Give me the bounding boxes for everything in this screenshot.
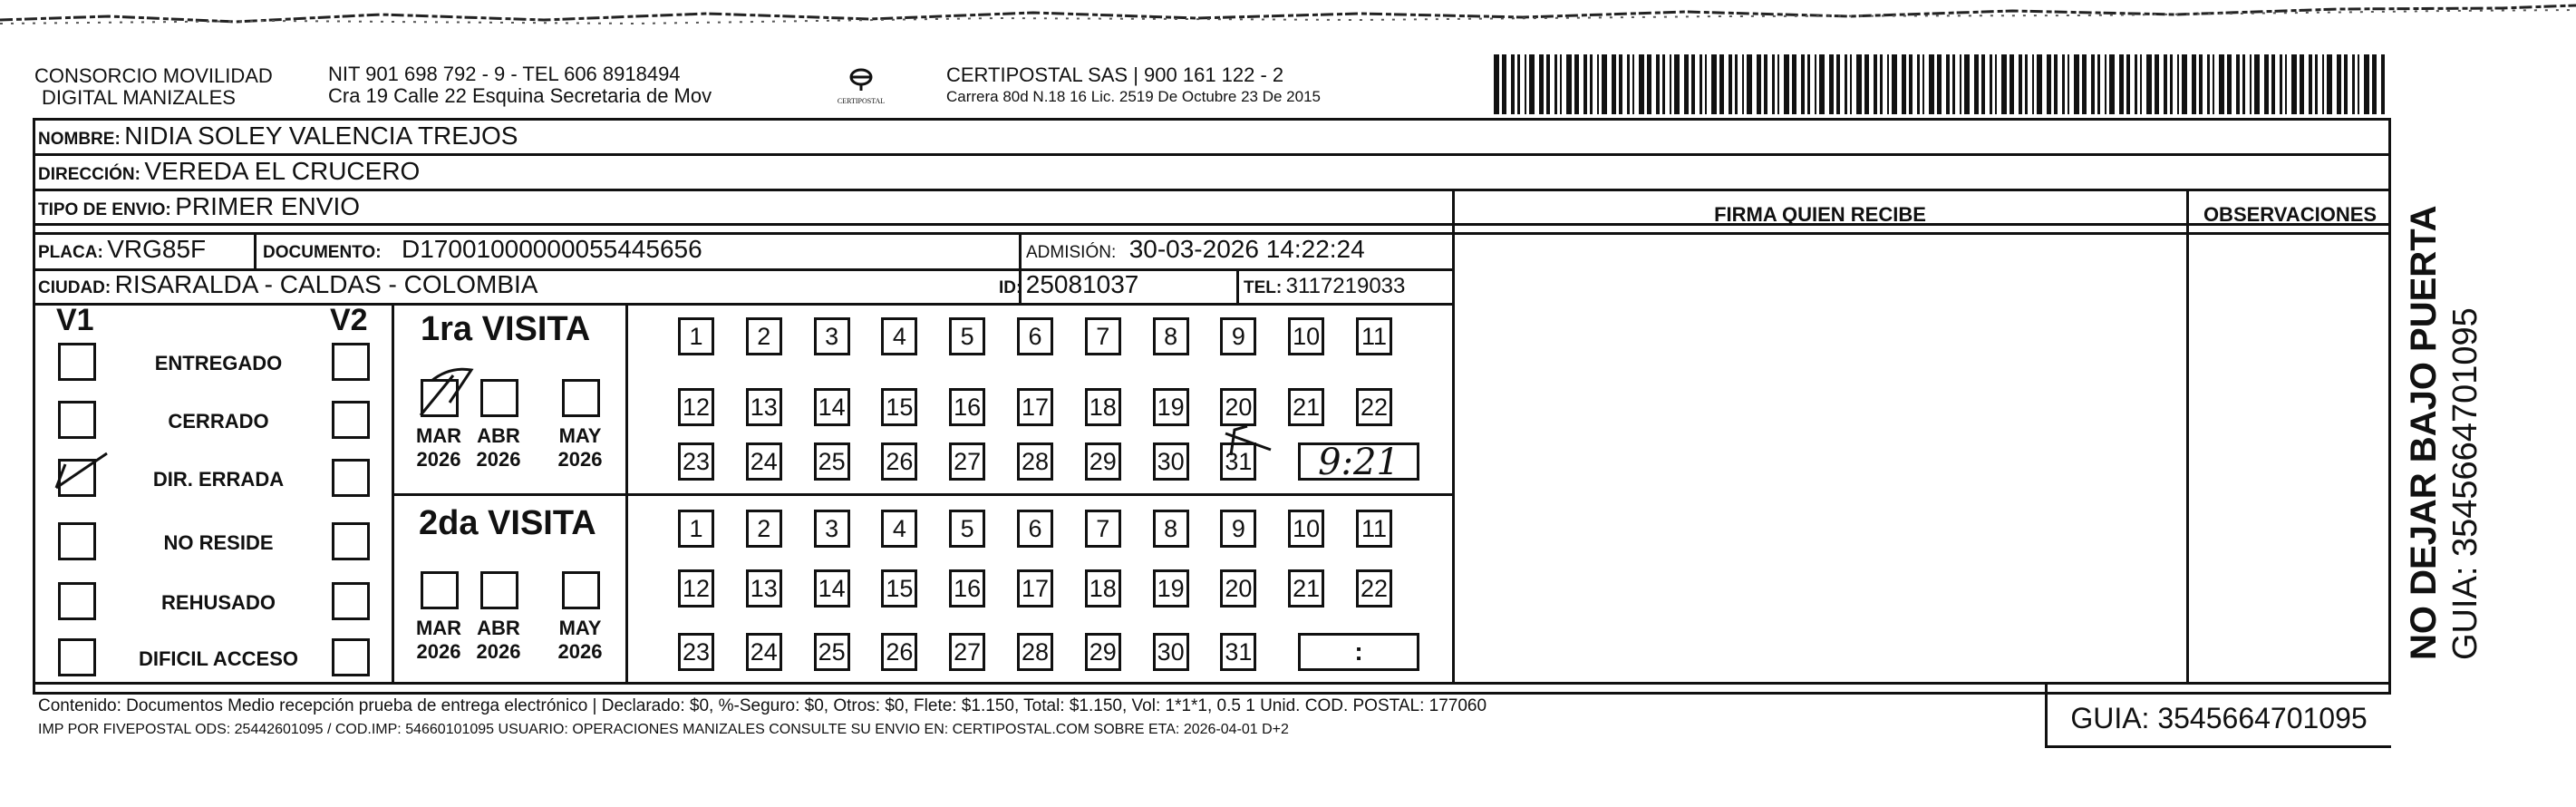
side-guia: GUIA: 3545664701095: [2446, 307, 2484, 660]
second-visit-day-box[interactable]: 26: [881, 633, 917, 671]
second-visit-day-box[interactable]: 31: [1220, 633, 1256, 671]
dir-errada-check-mark: [56, 453, 107, 488]
direccion-value: VEREDA EL CRUCERO: [144, 157, 421, 185]
logo-text: CERTIPOSTAL: [837, 97, 886, 105]
month-year: 2026: [416, 448, 461, 471]
ciudad-label: CIUDAD:: [38, 278, 111, 297]
month-year: 2026: [557, 640, 603, 663]
second-visit-day-box[interactable]: 29: [1085, 633, 1121, 671]
second-visit-day-box[interactable]: 14: [814, 569, 850, 608]
first-visit-day-box[interactable]: 8: [1153, 317, 1189, 355]
side-notice: [2402, 134, 2529, 660]
second-visit-day-box[interactable]: 19: [1153, 569, 1189, 608]
footer-print-line: IMP POR FIVEPOSTAL ODS: 25442601095 / COD.IMP: 54660101095 USUARIO: OPERACIONES MANIZALES CONSULTE SU ENVIO EN: CERTIPOSTAL.COM SOBRE ETA: 2026-04-01 D+2: [38, 722, 1289, 737]
second-visit-day-box[interactable]: 4: [881, 510, 917, 548]
first-visit-day-box[interactable]: 16: [949, 388, 985, 426]
first-visit-day-box[interactable]: 25: [814, 442, 850, 481]
day-31-scribble: [1225, 426, 1271, 455]
reason-label: ENTREGADO: [154, 352, 283, 374]
month-year: 2026: [476, 448, 521, 471]
certi-line-1: CERTIPOSTAL SAS | 900 161 122 - 2: [946, 63, 1284, 86]
second-visit-day-box[interactable]: 6: [1017, 510, 1053, 548]
first-visit-day-box[interactable]: 1: [678, 317, 714, 355]
second-visit-day-box[interactable]: 8: [1153, 510, 1189, 548]
first-visit-day-box[interactable]: 21: [1288, 388, 1324, 426]
id-label: ID:: [999, 278, 1022, 297]
second-visit-time-separator: :: [1354, 637, 1363, 666]
v1-header: V1: [56, 303, 94, 337]
reason-label: DIR. ERRADA: [152, 468, 285, 491]
month-year: 2026: [557, 448, 603, 471]
second-visit-day-box[interactable]: 17: [1017, 569, 1053, 608]
placa-label: PLACA:: [38, 243, 103, 262]
second-visit-day-box[interactable]: 13: [746, 569, 782, 608]
month-name: ABR: [477, 617, 520, 639]
first-visit-day-box[interactable]: 10: [1288, 317, 1324, 355]
reason-label: CERRADO: [168, 410, 269, 433]
reason-label: NO RESIDE: [163, 531, 274, 554]
tel-value: 3117219033: [1285, 274, 1406, 298]
observaciones-label: OBSERVACIONES: [2203, 203, 2377, 226]
admision-label: ADMISIÓN:: [1026, 243, 1117, 262]
first-visit-day-box[interactable]: 24: [746, 442, 782, 481]
documento-label: DOCUMENTO:: [263, 243, 382, 262]
second-visit-day-box[interactable]: 24: [746, 633, 782, 671]
admision-value: 30-03-2026 14:22:24: [1128, 235, 1365, 263]
second-visit-day-box[interactable]: 18: [1085, 569, 1121, 608]
first-visit-day-box[interactable]: 11: [1356, 317, 1392, 355]
second-visit-day-box[interactable]: 20: [1220, 569, 1256, 608]
first-visit-day-box[interactable]: 14: [814, 388, 850, 426]
second-visit-day-box[interactable]: 16: [949, 569, 985, 608]
firma-label: FIRMA QUIEN RECIBE: [1714, 203, 1926, 226]
reason-label: DIFICIL ACCESO: [138, 647, 298, 670]
second-visit-day-box[interactable]: 27: [949, 633, 985, 671]
month-name: ABR: [477, 424, 520, 447]
month-name: MAR: [415, 424, 462, 447]
first-visit-day-box[interactable]: 7: [1085, 317, 1121, 355]
second-visit-day-box[interactable]: 3: [814, 510, 850, 548]
second-visit-title: 2da VISITA: [419, 504, 596, 542]
second-visit-day-box[interactable]: 23: [678, 633, 714, 671]
company-line-1: CONSORCIO MOVILIDAD: [34, 64, 273, 87]
month-name: MAR: [415, 617, 462, 639]
first-visit-day-box[interactable]: 3: [814, 317, 850, 355]
second-visit-day-box[interactable]: 22: [1356, 569, 1392, 608]
second-visit-day-box[interactable]: 21: [1288, 569, 1324, 608]
first-visit-day-box[interactable]: 12: [678, 388, 714, 426]
first-visit-day-box[interactable]: 18: [1085, 388, 1121, 426]
tipo-envio-label: TIPO DE ENVIO:: [38, 200, 171, 219]
nombre-value: NIDIA SOLEY VALENCIA TREJOS: [124, 122, 518, 150]
footer-guia: GUIA: 3545664701095: [2070, 702, 2368, 734]
v2-header: V2: [330, 303, 368, 337]
nombre-label: NOMBRE:: [38, 130, 121, 149]
first-visit-day-box[interactable]: 26: [881, 442, 917, 481]
first-visit-day-box[interactable]: 2: [746, 317, 782, 355]
second-visit-day-box[interactable]: 10: [1288, 510, 1324, 548]
id-value: 25081037: [1025, 270, 1139, 298]
month-year: 2026: [476, 640, 521, 663]
first-visit-day-box[interactable]: 23: [678, 442, 714, 481]
nit-line: NIT 901 698 792 - 9 - TEL 606 8918494: [328, 63, 681, 85]
first-visit-day-box[interactable]: 13: [746, 388, 782, 426]
month-name: MAY: [558, 424, 602, 447]
first-visit-title: 1ra VISITA: [421, 310, 591, 348]
second-visit-day-box[interactable]: 12: [678, 569, 714, 608]
second-visit-day-box[interactable]: 28: [1017, 633, 1053, 671]
first-visit-time: 9:21: [1318, 442, 1399, 483]
first-visit-day-box[interactable]: 19: [1153, 388, 1189, 426]
first-visit-day-box[interactable]: 20: [1220, 388, 1256, 426]
no-dejar-bajo-puerta: NO DEJAR BAJO PUERTA: [2404, 205, 2444, 660]
second-visit-day-box[interactable]: 7: [1085, 510, 1121, 548]
ciudad-value: RISARALDA - CALDAS - COLOMBIA: [114, 270, 538, 298]
second-visit-day-box[interactable]: 30: [1153, 633, 1189, 671]
footer-content-line: Contenido: Documentos Medio recepción prueba de entrega electrónico | Declarado: $0, %-Seguro: $0, Otros: $0, Flete: $1.150, Total: $1.150, Vol: 1*1*1, 0.5 1 Unid. COD. POSTAL: 177060: [38, 696, 1487, 715]
month-name: MAY: [558, 617, 602, 639]
second-visit-day-box[interactable]: 2: [746, 510, 782, 548]
reason-label: REHUSADO: [161, 591, 276, 614]
first-visit-day-box[interactable]: 9: [1220, 317, 1256, 355]
certi-line-2: Carrera 80d N.18 16 Lic. 2519 De Octubre 23 De 2015: [946, 88, 1321, 105]
first-visit-day-box[interactable]: 31: [1220, 442, 1256, 481]
mar-check-mark: [421, 369, 471, 415]
second-visit-day-box[interactable]: 11: [1356, 510, 1392, 548]
second-visit-day-box[interactable]: 15: [881, 569, 917, 608]
direccion-label: DIRECCIÓN:: [38, 165, 140, 184]
first-visit-day-box[interactable]: 15: [881, 388, 917, 426]
first-visit-day-box[interactable]: 4: [881, 317, 917, 355]
month-year: 2026: [416, 640, 461, 663]
second-visit-day-box[interactable]: 1: [678, 510, 714, 548]
address-line: Cra 19 Calle 22 Esquina Secretaria de Mov: [328, 84, 712, 107]
documento-value: D17001000000055445656: [402, 235, 702, 263]
placa-value: VRG85F: [107, 235, 207, 263]
first-visit-day-box[interactable]: 28: [1017, 442, 1053, 481]
first-visit-day-box[interactable]: 5: [949, 317, 985, 355]
first-visit-day-box[interactable]: 22: [1356, 388, 1392, 426]
second-visit-day-box[interactable]: 25: [814, 633, 850, 671]
first-visit-day-box[interactable]: 30: [1153, 442, 1189, 481]
company-line-2: DIGITAL MANIZALES: [42, 86, 236, 109]
first-visit-day-box[interactable]: 29: [1085, 442, 1121, 481]
tipo-envio-value: PRIMER ENVIO: [175, 192, 361, 220]
first-visit-day-box[interactable]: 17: [1017, 388, 1053, 426]
second-visit-day-box[interactable]: 5: [949, 510, 985, 548]
tel-label: TEL:: [1244, 278, 1283, 297]
second-visit-day-box[interactable]: 9: [1220, 510, 1256, 548]
first-visit-day-box[interactable]: 6: [1017, 317, 1053, 355]
first-visit-day-box[interactable]: 27: [949, 442, 985, 481]
